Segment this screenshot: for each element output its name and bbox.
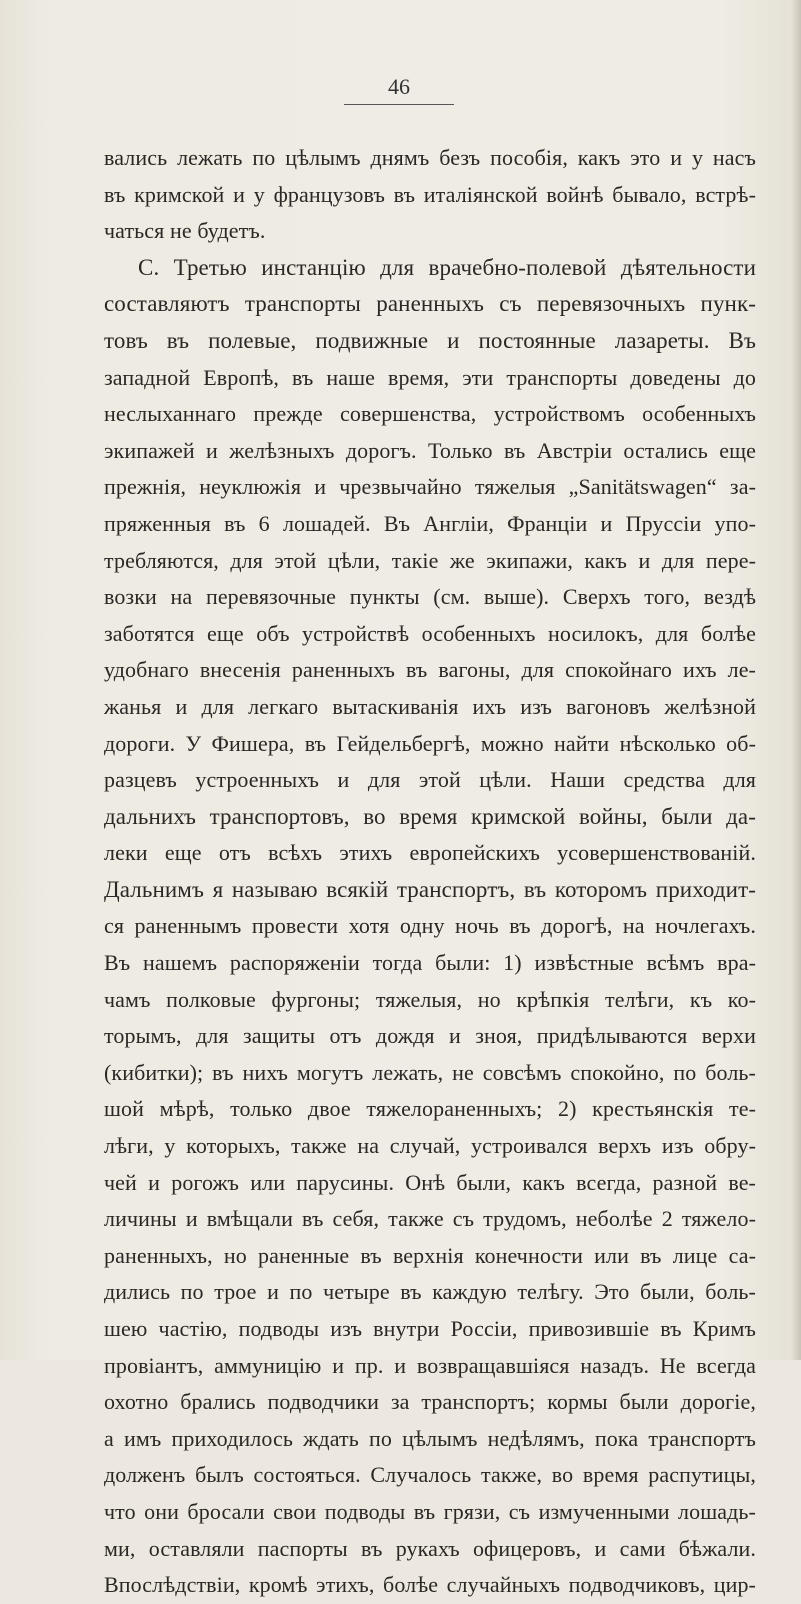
text-line: долженъ былъ состояться. Случалось также, во время распутицы,	[104, 1462, 756, 1488]
text-line: ся раненнымъ провести хотя одну ночь въ дорогѣ, на ночлегахъ.	[104, 913, 756, 939]
text-line: дороги. У Фишера, въ Гейдельбергѣ, можно найти нѣсколько об-	[104, 730, 756, 756]
page-number-rule	[344, 104, 454, 105]
text-line: Впослѣдствіи, кромѣ этихъ, болѣе случайныхъ подводчиковъ, цир-	[104, 1572, 756, 1598]
text-line: шой мѣрѣ, только двое тяжелораненныхъ; 2) крестьянскія те-	[104, 1096, 756, 1122]
text-line: возки на перевязочные пункты (см. выше). Сверхъ того, вездѣ	[104, 584, 756, 610]
body-text	[104, 140, 756, 1604]
text-line: составляютъ транспорты раненныхъ съ перевязочныхъ пунк-	[104, 291, 756, 317]
text-line: вались лежать по цѣлымъ днямъ безъ пособія, какъ это и у насъ	[104, 145, 756, 170]
text-line: торымъ, для защиты отъ дождя и зноя, придѣлываются верхи	[104, 1023, 756, 1049]
text-line: ми, оставляли паспорты въ рукахъ офицеровъ, и сами бѣжали.	[104, 1535, 756, 1561]
text-line: C. Третью инстанцію для врачебно-полевой дѣятельности	[138, 254, 756, 280]
text-line: что они бросали свои подводы въ грязи, съ измученными лошадь-	[104, 1498, 756, 1524]
text-line: леки еще отъ всѣхъ этихъ европейскихъ усовершенствованій.	[104, 840, 756, 866]
text-line: провіантъ, аммуницію и пр. и возвращавшіяся назадъ. Не всегда	[104, 1352, 756, 1378]
text-line: экипажей и желѣзныхъ дорогъ. Только въ Австріи остались еще	[104, 437, 756, 463]
text-line: а имъ приходилось ждать по цѣлымъ недѣлямъ, пока транспортъ	[104, 1425, 756, 1451]
text-line: товъ въ полевые, подвижные и постоянные лазареты. Въ	[104, 327, 756, 353]
text-line: разцевъ устроенныхъ и для этой цѣли. Наши средства для	[104, 767, 756, 793]
text-line: раненныхъ, но раненные въ верхнія конечности или въ лице са-	[104, 1242, 756, 1268]
text-line: чей и рогожъ или парусины. Онѣ были, какъ всегда, разной ве-	[104, 1169, 756, 1195]
page-number: 46	[388, 74, 410, 99]
text-line: чамъ полковые фургоны; тяжелыя, но крѣпкія телѣги, къ ко-	[104, 986, 756, 1012]
text-line: западной Европѣ, въ наше время, эти транспорты доведены до	[104, 364, 756, 390]
text-line: жанья и для легкаго вытаскиванія ихъ изъ вагоновъ желѣзной	[104, 693, 756, 719]
text-line: прежнія, неуклюжія и чрезвычайно тяжелыя „Sanitätswagen“ за-	[104, 474, 756, 500]
text-line: дились по трое и по четыре въ каждую телѣгу. Это были, боль-	[104, 1279, 756, 1305]
text-line: чаться не будетъ.	[104, 218, 266, 244]
text-line: требляются, для этой цѣли, такіе же экипажи, какъ и для пере-	[104, 547, 756, 573]
text-line: Въ нашемъ распоряженіи тогда были: 1) извѣстные всѣмъ вра-	[104, 950, 756, 976]
text-line: шею частію, подводы изъ внутри Россіи, привозившіе въ Кримъ	[104, 1316, 756, 1341]
text-line: пряженныя въ 6 лошадей. Въ Англіи, Франціи и Пруссіи упо-	[104, 510, 756, 536]
text-line: дальнихъ транспортовъ, во время кримской войны, были да-	[104, 803, 756, 829]
text-line: неслыханнаго прежде совершенства, устройствомъ особенныхъ	[104, 401, 756, 427]
page-edge-shadow	[791, 0, 801, 1360]
text-line: охотно брались подводчики за транспортъ; кормы были дорогіе,	[104, 1389, 756, 1415]
text-line: личины и вмѣщали въ себя, также съ трудомъ, неболѣе 2 тяжело-	[104, 1206, 756, 1232]
text-line: удобнаго внесенія раненныхъ въ вагоны, для спокойнаго ихъ ле-	[104, 657, 756, 683]
text-line: Дальнимъ я называю всякій транспортъ, въ которомъ приходит-	[104, 876, 756, 902]
text-line: лѣги, у которыхъ, также на случай, устроивался верхъ изъ обру-	[104, 1133, 756, 1159]
text-line: заботятся еще объ устройствѣ особенныхъ носилокъ, для болѣе	[104, 620, 756, 646]
text-line: (кибитки); въ нихъ могутъ лежать, не совсѣмъ спокойно, по боль-	[104, 1059, 756, 1085]
text-line: въ кримской и у французовъ въ италіянской войнѣ бывало, встрѣ-	[104, 181, 756, 207]
